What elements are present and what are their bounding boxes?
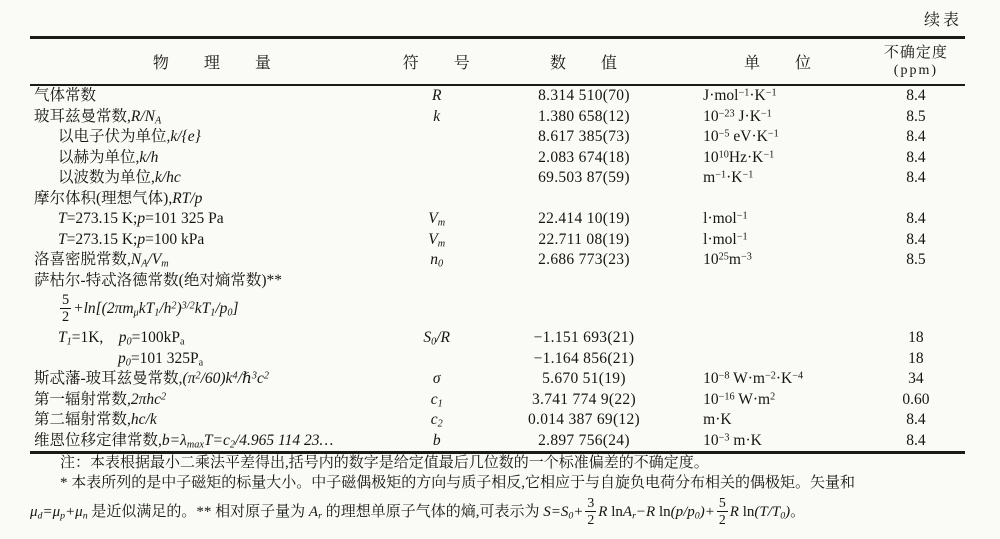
header-uncertainty-line1: 不确定度	[883, 44, 948, 61]
quantity-cell: 以赫为单位,k/h	[58, 148, 159, 166]
quantity-cell: 斯忒藩-玻耳兹曼常数$,(\pi^2/60)k^4/\hbar^3c^2$	[34, 370, 269, 388]
uncertainty-cell: 8.4	[906, 169, 926, 187]
footnote-line-1: 注：本表根据最小二乘法平差得出,括号内的数字是给定值最后几位数的一个标准偏差的不确定度。	[60, 455, 709, 471]
symbol-cell	[395, 168, 479, 189]
unit-cell	[689, 328, 867, 349]
table-row	[30, 390, 965, 411]
uncertainty-cell: 8.4	[906, 87, 926, 105]
symbol-cell: σ	[432, 370, 441, 388]
quantity-cell: 萨枯尔-特忒洛德常数(绝对熵常数)**	[34, 271, 282, 289]
value-cell: 1.380 658(12)	[538, 107, 630, 125]
constants-table-wrap	[30, 36, 965, 454]
quantity-cell: 气体常数	[34, 87, 97, 105]
symbol-cell	[395, 127, 479, 148]
quantity-cell: 第一辐射常数,2πhc$^2$	[34, 390, 167, 408]
uncertainty-cell: 8.5	[906, 251, 926, 269]
uncertainty-cell: 8.4	[906, 230, 926, 248]
uncertainty-cell: 8.4	[906, 128, 926, 146]
uncertainty-cell	[867, 271, 965, 292]
table-row	[30, 209, 965, 230]
quantity-cell: 维恩位移定律常数$,b=\lambda_{max}T=c_2/4.965$ 114 23…	[34, 431, 334, 451]
quantity-cell: 第二辐射常数,hc/k	[34, 411, 157, 429]
value-cell: 2.686 773(23)	[538, 251, 630, 269]
unit-cell: $10^{25}m^{-3}$	[703, 251, 752, 269]
quantity-cell: $p_0=101$ $325P_a$	[118, 349, 204, 369]
quantity-cell: 洛喜密脱常数$,N_A/V_m$	[34, 251, 169, 270]
symbol-cell: $S_0/R$	[423, 329, 451, 348]
value-cell	[479, 189, 689, 210]
value-cell: 3.741 774 9(22)	[531, 390, 636, 408]
unit-cell: $10^{-3}$ m·K	[703, 431, 762, 449]
header-unit: 单 位	[689, 38, 867, 86]
table-row	[30, 431, 965, 453]
value-cell: 22.711 08(19)	[538, 230, 630, 248]
quantity-cell: 摩尔体积(理想气体),RT/p	[34, 189, 203, 207]
value-cell: −1.151 693(21)	[533, 329, 635, 347]
value-cell: 69.503 87(59)	[538, 169, 630, 187]
value-cell: 8.617 385(73)	[538, 128, 630, 146]
table-row	[30, 250, 965, 271]
unit-cell: l·mol$^{-1}$	[703, 230, 748, 248]
uncertainty-cell: 18	[908, 329, 924, 347]
value-cell: 22.414 10(19)	[538, 210, 630, 228]
symbol-cell	[395, 291, 479, 328]
table-row	[30, 291, 965, 328]
unit-cell: $10^{-5}$ $eV\cdot K^{-1}$	[703, 128, 779, 146]
header-symbol: 符 号	[395, 38, 479, 86]
symbol-cell: $c_2$	[430, 411, 443, 430]
value-cell: −1.164 856(21)	[533, 349, 635, 367]
symbol-cell	[395, 148, 479, 169]
header-row	[30, 38, 965, 86]
unit-cell: $m^{-1}\cdot K^{-1}$	[703, 169, 754, 187]
unit-cell: $10^{-8}$ $W\cdot m^{-2}\cdot K^{-4}$	[703, 370, 804, 388]
symbol-cell	[395, 189, 479, 210]
unit-cell: $10^{10}Hz\cdot K^{-1}$	[703, 148, 775, 166]
unit-cell	[689, 271, 867, 292]
unit-cell: $10^{-23}$ $J\cdot K^{-1}$	[703, 107, 772, 125]
footnote-line-2: * 本表所列的是中子磁矩的标量大小。中子磁偶极矩的方向与质子相反,它相应于与自旋负电荷分布相关的偶极矩。矢量和	[60, 475, 856, 491]
table-body	[30, 85, 965, 453]
header-uncertainty-line2: (ppm)	[893, 62, 938, 78]
continued-table-label: 续表	[923, 12, 962, 29]
unit-cell	[689, 189, 867, 210]
table-row	[30, 328, 965, 349]
table-row	[30, 349, 965, 370]
symbol-cell: R	[431, 87, 442, 105]
unit-cell: $10^{-16}$ $W\cdot m^2$	[703, 390, 776, 408]
uncertainty-cell: 34	[908, 370, 924, 388]
value-cell	[479, 271, 689, 292]
table-row	[30, 168, 965, 189]
value-cell: 2.083 674(18)	[538, 148, 630, 166]
uncertainty-cell: 8.4	[906, 210, 926, 228]
symbol-cell: $n_0$	[430, 251, 444, 270]
value-cell	[479, 291, 689, 328]
uncertainty-cell: 0.60	[902, 390, 930, 408]
unit-cell: $J\cdot mol^{-1}\cdot K^{-1}$	[703, 87, 777, 105]
quantity-cell: 以电子伏为单位,k/{e}	[58, 128, 201, 146]
symbol-cell	[395, 271, 479, 292]
symbol-cell: $c_1$	[430, 390, 443, 410]
table-row	[30, 230, 965, 251]
symbol-cell: $V_m$	[428, 210, 446, 229]
unit-cell: m·K	[703, 411, 732, 429]
value-cell: 0.014 387 69(12)	[527, 411, 640, 429]
symbol-cell	[395, 349, 479, 370]
table-row	[30, 189, 965, 210]
value-cell: 8.314 510(70)	[538, 87, 630, 105]
constants-table	[30, 36, 965, 454]
quantity-cell: T=273.15 K;p=101 325 Pa	[58, 210, 224, 228]
uncertainty-cell	[867, 291, 965, 328]
table-row	[30, 271, 965, 292]
uncertainty-cell: 8.4	[906, 411, 926, 429]
uncertainty-cell: 8.4	[906, 148, 926, 166]
unit-cell: l·mol$^{-1}$	[703, 210, 748, 228]
symbol-cell: b	[432, 431, 441, 449]
uncertainty-cell: 8.4	[906, 431, 926, 449]
uncertainty-cell: 18	[908, 349, 924, 367]
uncertainty-cell: 8.5	[906, 107, 926, 125]
table-row	[30, 107, 965, 128]
table-row	[30, 410, 965, 431]
quantity-cell: 以波数为单位,k/hc	[58, 169, 181, 187]
symbol-cell: k	[433, 107, 441, 125]
footnote-line-3: $\mu_d=\mu_p+\mu_n$ 是近似满足的。** 相对原子量为 $A_r$ 的理想单原子气体的熵,可表示为 $S=S_0+$ $\frac{3}{2}$ R lnA$_r$−R $\ln(p/p_0)+$ $\frac{5}{2}$ R $\ln(T/T_0)$。	[30, 495, 806, 528]
quantity-cell: $\frac{5}{2}$ $+\ln[(2\pi m_\mu kT_1/h^2)^{3/2}kT_1/p_0]$	[62, 291, 239, 325]
unit-cell	[689, 349, 867, 370]
quantity-cell: $T_1=1K$, $p_0=100kP_a$	[58, 329, 185, 348]
table-row	[30, 85, 965, 107]
uncertainty-cell	[867, 189, 965, 210]
value-cell: 2.897 756(24)	[538, 431, 630, 449]
value-cell: 5.670 51(19)	[542, 370, 626, 388]
header-uncertainty	[867, 38, 965, 86]
header-quantity: 物 理 量	[30, 38, 395, 86]
footnotes	[30, 453, 982, 528]
quantity-cell: T=273.15 K;p=100 kPa	[58, 230, 205, 248]
table-row	[30, 369, 965, 390]
symbol-cell: $V_m$	[428, 230, 446, 250]
table-row	[30, 127, 965, 148]
table-row	[30, 148, 965, 169]
header-value: 数 值	[479, 38, 689, 86]
unit-cell	[689, 291, 867, 328]
quantity-cell: 玻耳兹曼常数$,R/N_A$	[34, 107, 162, 127]
